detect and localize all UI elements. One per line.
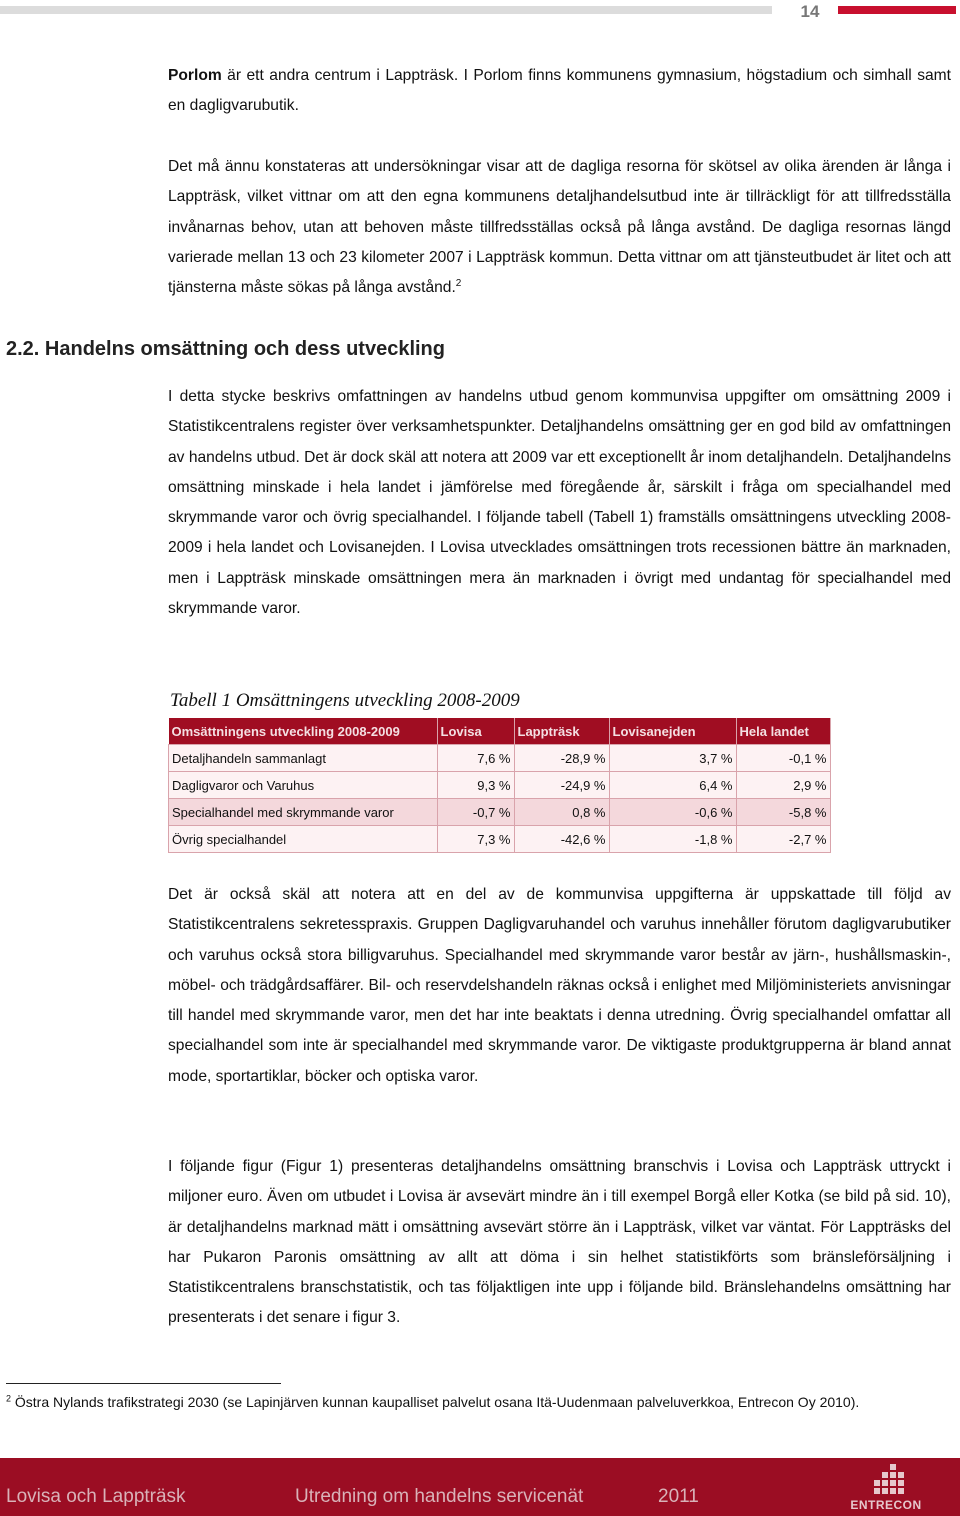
paragraph-figure-intro: I följande figur (Figur 1) presenteras detaljhandelns omsättning branschvis i Lovisa och Lappträsk uttryckt i miljoner euro. Även om utbudet i Lovisa är avsevärt mindre än i till exempel Borgå eller Kotka (se bild på sid. 10), är detaljhandelns marknad mätt i omsättning avsevärt större än i Lappträsk, vilket var väntat. För Lappträsks del har Pukaron Paronis omsättning av allt att döma i sin helhet statistikförts som bränsleförsäljning i Statistikcentralens branschstatistik, och tas följaktligen inte upp i följande bild. Bränslehandelns omsättning har presenterats i det senare i figur 3. <box>168 1158 951 1327</box>
table-row <box>169 772 831 799</box>
table-cell: -2,7 % <box>736 826 830 853</box>
table-cell: 7,6 % <box>437 745 514 772</box>
column-header: Lappträsk <box>514 718 609 745</box>
paragraph-text: Det må ännu konstateras att undersökningar visar att de dagliga resorna för skötsel av olika ärenden är långa i Lappträsk, vilket vittnar om att den egna kommunens detaljhandelsutbud inte är tillräckligt för att tillfredsställa invånarnas behov, utan att behoven måste tillfredsställas också på långa avstånd. De dagliga resornas längd varierade mellan 13 och 23 kilometer 2007 i Lappträsk kommun. Detta vittnar om att tjänsteutbudet är litet och att tjänsterna måste sökas på långa avstånd. <box>168 158 951 297</box>
bold-lead: Porlom <box>168 67 222 84</box>
paragraph-daily-trips <box>168 152 951 303</box>
table-row <box>169 826 831 853</box>
table-cell: 2,9 % <box>736 772 830 799</box>
paragraph-porlom <box>168 61 951 122</box>
column-header: Hela landet <box>736 718 830 745</box>
row-label: Övrig specialhandel <box>169 826 438 853</box>
paragraph-text: är ett andra centrum i Lappträsk. I Porlom finns kommunens gymnasium, högstadium och simhall samt en dagligvarubutik. <box>168 67 951 115</box>
table-caption: Tabell 1 Omsättningens utveckling 2008-2009 <box>170 690 520 711</box>
table-cell: -0,1 % <box>736 745 830 772</box>
entrecon-logo <box>846 1462 926 1512</box>
table-header-row <box>169 718 831 745</box>
footnote-text: Östra Nylands trafikstrategi 2030 (se Lapinjärven kunnan kaupalliset palvelut osana Itä-Uudenmaan palveluverkkoa, Entrecon Oy 2010). <box>14 1394 860 1410</box>
turnover-table <box>168 718 831 853</box>
footer-title: Lovisa och Lappträsk <box>6 1486 186 1507</box>
header-rule-left <box>0 6 772 14</box>
table-cell: 6,4 % <box>609 772 736 799</box>
table-cell: 7,3 % <box>437 826 514 853</box>
table-row <box>169 799 831 826</box>
footnote-ref[interactable]: 2 <box>455 278 462 289</box>
footer-subtitle: Utredning om handelns servicenät <box>295 1486 584 1507</box>
table-cell: 0,8 % <box>514 799 609 826</box>
column-header: Lovisa <box>437 718 514 745</box>
paragraph-statistics-notes: Det är också skäl att notera att en del av de kommunvisa uppgifterna är uppskattade till följd av Statistikcentralens sekretesspraxis. Gruppen Dagligvaruhandel och varuhus innehåller förutom dagligvarubutiker och varuhus också stora billigvaruhus. Specialhandel med skrymmande varor består av järn-, hushållsmaskin-, möbel- och trädgårdsaffärer. Bil- och reservdelshandeln räknas också i enlighet med Miljöministeriets anvisningar till handel med skrymmande varor, men det har inte beaktats i denna utredning. Övrig specialhandel omfattar all specialhandel som inte är specialhandel med skrymmande varor. De viktigaste produktgrupperna är bland annat mode, sportartiklar, böcker och optiska varor. <box>168 886 951 1085</box>
row-label: Specialhandel med skrymmande varor <box>169 799 438 826</box>
footer-year: 2011 <box>658 1486 699 1507</box>
section-heading: 2.2. Handelns omsättning och dess utveckling <box>6 338 445 360</box>
row-label: Detaljhandeln sammanlagt <box>169 745 438 772</box>
footnote <box>6 1392 936 1413</box>
table-cell: 9,3 % <box>437 772 514 799</box>
footnote-number: 2 <box>6 1393 12 1404</box>
logo-grid-icon <box>846 1462 926 1496</box>
paragraph-turnover-intro: I detta stycke beskrivs omfattningen av handelns utbud genom kommunvisa uppgifter om omsättning 2009 i Statistikcentralens register över verksamhetspunkter. Detaljhandelns omsättning ger en god bild av omfattningen av handelns utbud. Det är dock skäl att notera att 2009 var ett exceptionellt år inom detaljhandeln. Detaljhandelns omsättning minskade i hela landet i jämförelse med föregående år, särskilt i fråga om specialhandel med skrymmande varor och övrig specialhandel. I följande tabell (Tabell 1) framställs omsättningens utveckling 2008-2009 i hela landet och Lovisanejden. I Lovisa utvecklades omsättningen trots recessionen bättre än marknaden, men i Lappträsk minskade omsättningen mera än marknaden i övrigt med undantag för specialhandel med skrymmande varor. <box>168 388 951 618</box>
table-cell: -0,7 % <box>437 799 514 826</box>
header-rule-right <box>838 6 956 14</box>
table-cell: -0,6 % <box>609 799 736 826</box>
logo-wordmark: ENTRECON <box>850 1498 922 1512</box>
table-cell: -24,9 % <box>514 772 609 799</box>
page-number: 14 <box>800 2 820 21</box>
table-cell: -1,8 % <box>609 826 736 853</box>
table-cell: 3,7 % <box>609 745 736 772</box>
column-header: Omsättningens utveckling 2008-2009 <box>169 718 438 745</box>
footnote-divider <box>6 1383 281 1384</box>
table-row <box>169 745 831 772</box>
table-cell: -42,6 % <box>514 826 609 853</box>
column-header: Lovisanejden <box>609 718 736 745</box>
table-cell: -28,9 % <box>514 745 609 772</box>
row-label: Dagligvaror och Varuhus <box>169 772 438 799</box>
table-cell: -5,8 % <box>736 799 830 826</box>
